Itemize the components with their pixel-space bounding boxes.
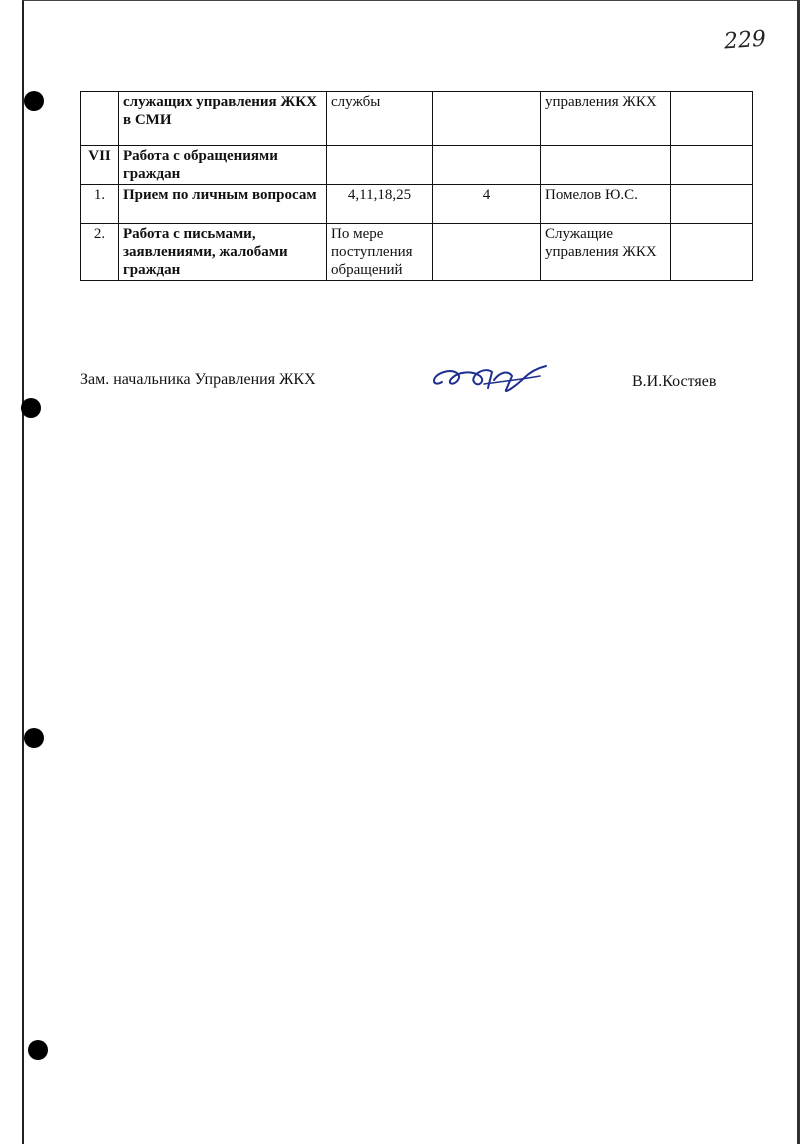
task-cell: Работа с письмами, заявлениями, жалобами граждан <box>119 224 327 281</box>
punch-hole <box>21 398 41 418</box>
task-cell: Прием по личным вопросам <box>119 185 327 224</box>
punch-hole <box>24 91 44 111</box>
punch-hole <box>24 728 44 748</box>
table-row <box>81 224 753 281</box>
table-row <box>81 185 753 224</box>
table-row <box>81 146 753 185</box>
term-cell <box>327 146 433 185</box>
count-cell: 4 <box>433 185 541 224</box>
note-cell <box>671 92 753 146</box>
responsible-cell: управления ЖКХ <box>541 92 671 146</box>
signatory-name: В.И.Костяев <box>632 373 717 390</box>
plan-table <box>80 91 753 281</box>
page-number: 229 <box>723 26 767 55</box>
signatory-position: Зам. начальника Управления ЖКХ <box>80 371 316 388</box>
responsible-cell: Помелов Ю.С. <box>541 185 671 224</box>
note-cell <box>671 185 753 224</box>
count-cell <box>433 92 541 146</box>
section-number: VII <box>81 146 119 185</box>
section-title: Работа с обращениями граждан <box>119 146 327 185</box>
table-row <box>81 92 753 146</box>
row-number <box>81 92 119 146</box>
row-number: 1. <box>81 185 119 224</box>
row-number: 2. <box>81 224 119 281</box>
term-cell: службы <box>327 92 433 146</box>
count-cell <box>433 224 541 281</box>
note-cell <box>671 224 753 281</box>
note-cell <box>671 146 753 185</box>
punch-hole <box>28 1040 48 1060</box>
responsible-cell: Служащие управления ЖКХ <box>541 224 671 281</box>
task-cell: служащих управления ЖКХ в СМИ <box>119 92 327 146</box>
responsible-cell <box>541 146 671 185</box>
term-cell: По мере поступления обращений <box>327 224 433 281</box>
count-cell <box>433 146 541 185</box>
term-cell: 4,11,18,25 <box>327 185 433 224</box>
handwritten-signature <box>428 358 552 396</box>
